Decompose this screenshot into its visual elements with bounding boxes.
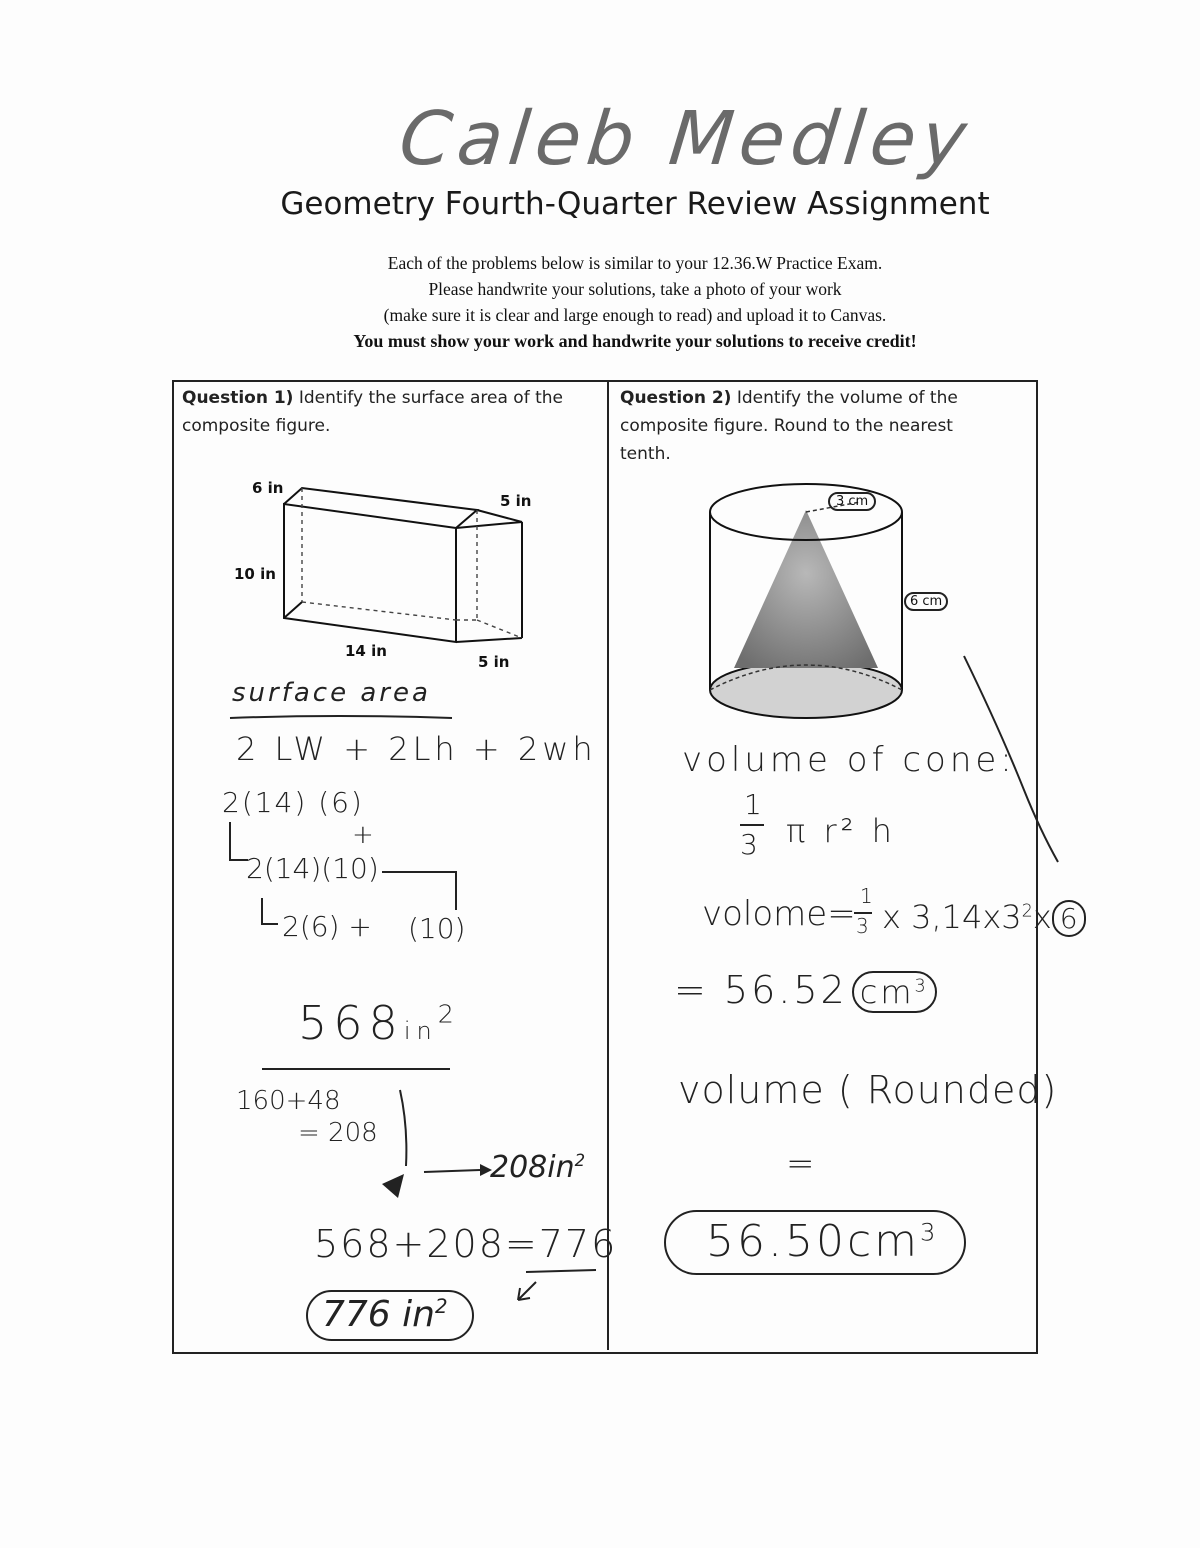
q1-final-value: 776 in (322, 1294, 435, 1335)
q1-arrow-result-value: 208in (490, 1150, 575, 1185)
q1-sum: 568+208=776 (314, 1222, 618, 1266)
q2-volume-h: 6 (1052, 900, 1086, 937)
instruction-line-1: Each of the problems below is similar to your 12.36.W Practice Exam. (387, 253, 883, 273)
q1-result-568 (298, 996, 460, 1050)
q1-arrow-result (490, 1150, 585, 1185)
q1-arrow (376, 1086, 496, 1206)
q1-plus-1: + (352, 820, 374, 850)
q1-result-value: 568 (298, 996, 404, 1050)
q2-volume-prefix: volome= (702, 894, 856, 934)
q1-bracket-lines (222, 818, 472, 938)
instructions (0, 250, 1200, 354)
q1-side-1: 160+48 (236, 1086, 341, 1116)
q1-result-unit: in (403, 1017, 438, 1045)
q2-volume-rest (882, 898, 1086, 936)
q2-fraction-num: 1 (744, 788, 762, 821)
q1-heading-underline (228, 712, 458, 722)
q2-fraction-den: 3 (740, 828, 758, 861)
q2-eq-unit: cm (859, 973, 915, 1011)
page-title: Geometry Fourth-Quarter Review Assignment (280, 186, 990, 222)
label-cylinder-height: 6 cm (904, 592, 948, 611)
q2-equals: = (786, 1144, 815, 1184)
label-bottom-right: 5 in (478, 653, 510, 671)
q2-vol-frac-den: 3 (856, 914, 869, 938)
label-top-left: 6 in (252, 479, 284, 497)
question-2-label: Question 2) (620, 388, 732, 408)
question-1-prompt (182, 384, 592, 440)
q2-final-value: 56.50cm (706, 1216, 921, 1267)
q2-equation-result (674, 968, 937, 1012)
q1-line-2: 2(14)(10) (246, 852, 379, 885)
q1-final-exp: 2 (434, 1295, 448, 1318)
q1-line-1: 2(14) (6) (222, 786, 364, 819)
q1-formula: 2 LW + 2Lh + 2wh (236, 730, 597, 768)
q2-eq-value: = 56.52 (674, 968, 848, 1012)
q1-surface-area-heading: surface area (232, 678, 431, 708)
q1-side-2: = 208 (298, 1118, 378, 1148)
q2-final-answer (664, 1210, 966, 1275)
question-2-text: Identify the volume of the composite figure. Round to the nearest tenth. (620, 388, 958, 464)
q1-line-3b: (10) (408, 912, 466, 945)
label-height: 10 in (234, 565, 276, 583)
questions-divider (607, 380, 609, 1350)
q2-eq-exp: 3 (914, 976, 929, 997)
q1-line-3: 2(6) + (282, 910, 372, 943)
q1-final-answer (306, 1290, 474, 1341)
q1-arrow-result-exp: 2 (574, 1151, 586, 1170)
q2-volume-times: x (1032, 898, 1052, 936)
q2-formula: π r² h (786, 812, 896, 850)
question-1-label: Question 1) (182, 388, 294, 408)
q2-rounded-label: volume ( Rounded) (678, 1068, 1058, 1112)
label-top-right: 5 in (500, 492, 532, 510)
q2-volume-rest-text: x 3,14x3 (882, 898, 1022, 936)
q2-heading: volume of cone: (682, 740, 1016, 780)
q2-final-exp: 3 (920, 1218, 939, 1247)
instruction-line-3: (make sure it is clear and large enough to read) and upload it to Canvas. (383, 305, 887, 325)
question-2-prompt (620, 384, 1000, 468)
q2-volume-line (702, 894, 856, 934)
q2-volume-exp: 2 (1021, 901, 1033, 922)
q1-result-underline (260, 1064, 460, 1074)
question-1-text: Identify the surface area of the composite figure. (182, 388, 563, 436)
label-radius: 3 cm (828, 492, 876, 511)
label-length: 14 in (345, 642, 387, 660)
instruction-line-2: Please handwrite your solutions, take a photo of your work (428, 279, 842, 299)
q2-eq-unit-circle (852, 971, 937, 1013)
q2-vol-frac-num: 1 (860, 884, 873, 908)
q1-sum-underline-arrow (506, 1264, 606, 1314)
instruction-line-4: You must show your work and handwrite your solutions to receive credit! (353, 331, 917, 351)
q1-result-exp: 2 (437, 999, 460, 1029)
student-name-signature: Caleb Medley (395, 96, 977, 182)
